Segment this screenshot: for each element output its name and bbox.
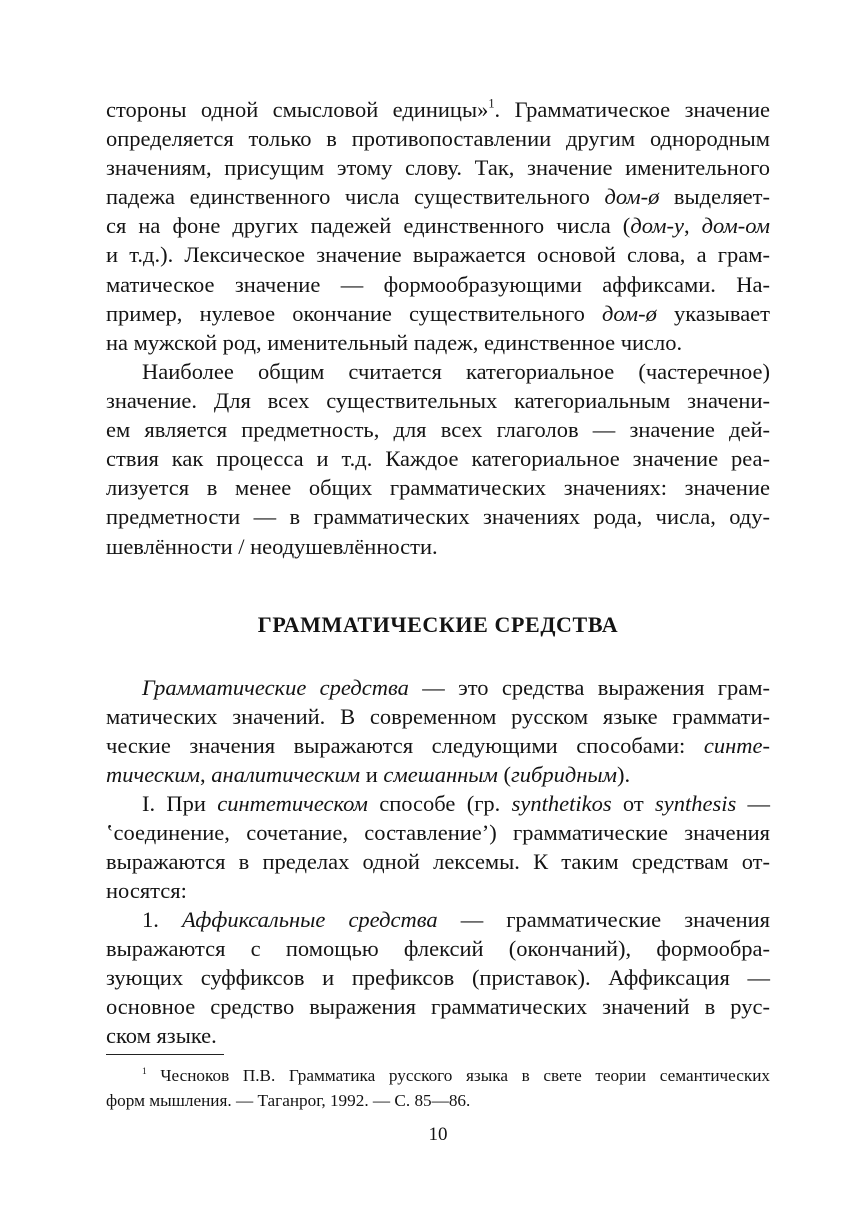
italic-term: синтетическом	[217, 791, 368, 816]
text-line: матическое значение — формообразующими аффиксами. На-	[106, 271, 770, 297]
paragraph-2	[106, 357, 770, 561]
text-line: выражаются с помощью флексий (окончаний), формообра-	[106, 936, 770, 962]
text-line: ʽсоединение, сочетание, составление’) грамматические значения	[106, 820, 770, 846]
text-line: тическим, аналитическим и смешанным (гибридным).	[106, 762, 631, 788]
italic-term: synthetikos	[511, 791, 612, 816]
text-line: на мужской род, именительный падеж, единственное число.	[106, 329, 683, 355]
text-line: матических значений. В современном русском языке граммати-	[106, 704, 770, 730]
text-line: падежа единственного числа существительного дом-ø выделяет-	[106, 184, 770, 210]
text-line: и т.д.). Лексическое значение выражается основой слова, а грам-	[106, 242, 770, 268]
italic-term: аналитическим	[211, 762, 361, 788]
italic-term: гибридным	[511, 762, 617, 788]
footnote	[106, 1063, 770, 1113]
italic-term: дом-у	[630, 213, 684, 239]
text-line: форм мышления. — Таганрог, 1992. — С. 85—86.	[106, 1091, 471, 1110]
text-line: ческие значения выражаются следующими способами: синте-	[106, 733, 770, 759]
footnote-ref: 1	[488, 96, 495, 111]
text-line: выражаются в пределах одной лексемы. К таким средствам от-	[106, 849, 770, 875]
paragraph-4	[106, 789, 770, 905]
paragraph-3	[106, 673, 770, 789]
paragraph-1	[106, 95, 770, 357]
text-line: значениям, присущим этому слову. Так, значение именительного	[106, 155, 770, 181]
section-heading: ГРАММАТИЧЕСКИЕ СРЕДСТВА	[257, 612, 619, 637]
italic-term: Аффиксальные средства	[181, 907, 438, 932]
text-line: основное средство выражения грамматических значений в рус-	[106, 994, 770, 1020]
text-line: ся на фоне других падежей единственного числа (дом-у, дом-ом	[106, 213, 771, 239]
paragraph-5	[106, 905, 770, 1050]
text-line: предметности — в грамматических значениях рода, числа, оду-	[106, 504, 770, 530]
italic-term: дом-ом	[701, 213, 771, 239]
text-line: $^1$ Чесноков П.В. Грамматика русского языка в свете теории семантических	[142, 1066, 770, 1085]
text-line: I. При синтетическом способе (гр. synthetikos от synthesis —	[142, 791, 771, 816]
text-line: зующих суффиксов и префиксов (приставок). Аффиксация —	[106, 965, 770, 991]
text-line: Грамматические средства — это средства выражения грам-	[142, 675, 770, 700]
text-line: 1. Аффиксальные средства — грамматические значения	[142, 907, 771, 932]
text-line: ствия как процесса и т.д. Каждое категориальное значение реа-	[106, 446, 770, 472]
italic-term: смешанным	[383, 762, 498, 788]
text-line: лизуется в менее общих грамматических значениях: значение	[106, 475, 770, 501]
italic-term: синте-	[703, 733, 770, 759]
italic-term: Грамматические средства	[142, 675, 409, 700]
text-line: пример, нулевое окончание существительного дом-ø указывает	[106, 300, 770, 326]
footnote-marker: 1	[142, 1066, 147, 1077]
text-line: ем является предметность, для всех глаголов — значение дей-	[106, 417, 770, 443]
italic-term: дом-ø	[604, 184, 660, 210]
text-line: стороны одной смысловой единицы»$^1$. Грамматическое значение	[106, 96, 770, 122]
text-line: Наиболее общим считается категориальное (частеречное)	[142, 359, 770, 384]
text-line: ском языке.	[106, 1023, 217, 1049]
text-line: значение. Для всех существительных категориальным значени-	[106, 388, 770, 414]
text-line: носятся:	[106, 878, 187, 904]
footnote-divider	[106, 1054, 224, 1055]
italic-term: synthesis	[654, 791, 737, 816]
text-line: шевлённости / неодушевлённости.	[106, 533, 438, 559]
text-line: определяется только в противопоставлении другим однородным	[106, 126, 770, 152]
italic-term: дом-ø	[602, 300, 657, 326]
italic-term: тическим	[106, 762, 201, 788]
page-number: 10	[428, 1124, 448, 1145]
